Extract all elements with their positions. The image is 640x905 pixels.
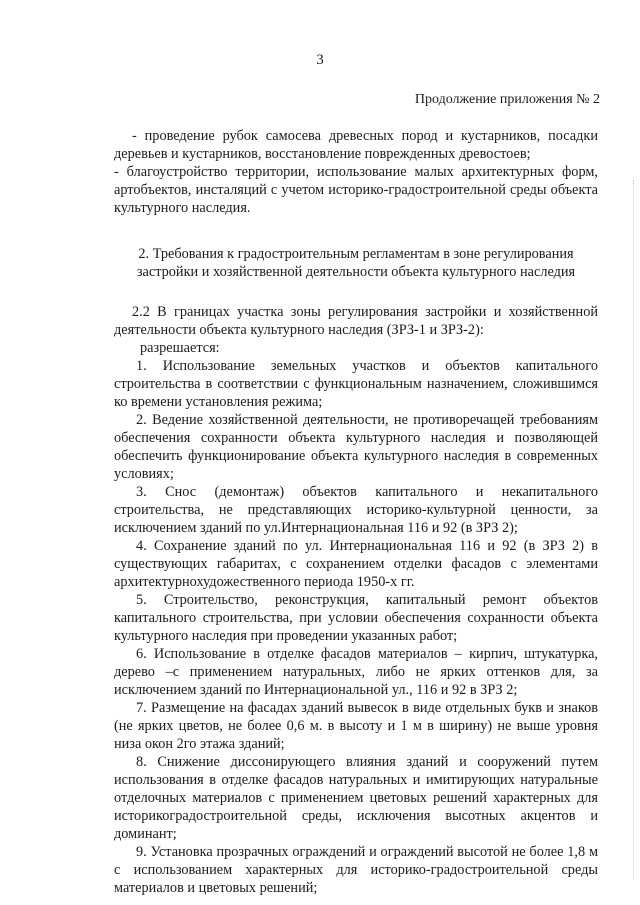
list-item: 8. Снижение диссонирующего влияния зданий и сооружений путем использования в отделке фасадов натуральных и имитирующих натуральные отделочных материалов с применением цветовых решений характерных для историкоградостроительной среды, исключения высотных акцентов и доминант; — [114, 754, 598, 842]
subsection-paragraph: 2.2 В границах участка зоны регулирования застройки и хозяйственной деятельности объекта культурного наследия (ЗРЗ-1 и ЗРЗ-2): — [114, 304, 598, 338]
document-body — [114, 127, 598, 897]
scan-edge-line — [632, 180, 634, 880]
bullet-paragraph: - благоустройство территории, использование малых архитектурных форм, артобъектов, инсталяций с учетом историко-градостроительной среды объекта культурного наследия. — [114, 164, 598, 216]
list-item: 1. Использование земельных участков и объектов капитального строительства в соответствии с функциональным назначением, сложившимся ко времени установления режима; — [114, 358, 598, 410]
section-heading: 2. Требования к градостроительным регламентам в зоне регулирования застройки и хозяйственной деятельности объекта культурного наследия — [136, 246, 576, 280]
permits-label: разрешается: — [140, 340, 220, 356]
list-item: 7. Размещение на фасадах зданий вывесок в виде отдельных букв и знаков (не ярких цветов, не более 0,6 м. в высоту и 1 м в ширину) не выше уровня низа окон 2го этажа зданий; — [114, 700, 598, 752]
list-item: 6. Использование в отделке фасадов материалов – кирпич, штукатурка, дерево –с применением натуральных, либо не ярких оттенков для, за исключением зданий по Интернациональной ул., 116 и 92 в ЗРЗ 2; — [114, 646, 598, 698]
appendix-continuation-note: Продолжение приложения № 2 — [414, 92, 600, 107]
list-item: 5. Строительство, реконструкция, капитальный ремонт объектов капитального строительства, при условии обеспечения сохранности объекта культурного наследия при проведении указанных работ; — [114, 592, 598, 644]
list-item: 9. Установка прозрачных ограждений и ограждений высотой не более 1,8 м с использованием характерных для историко-градостроительной среды материалов и цветовых решений; — [114, 844, 598, 896]
bullet-paragraph: - проведение рубок самосева древесных пород и кустарников, посадки деревьев и кустарников, восстановление поврежденных древостоев; — [114, 128, 598, 162]
list-item: 2. Ведение хозяйственной деятельности, не противоречащей требованиям обеспечения сохранности объекта культурного наследия и позволяющей обеспечить функционирование объекта культурного наследия в современных условиях; — [114, 412, 598, 482]
list-item: 3. Снос (демонтаж) объектов капитального и некапитального строительства, не представляющих историко-культурной ценности, за исключением зданий по ул.Интернациональная 116 и 92 (в ЗРЗ 2); — [114, 484, 598, 536]
page-number: 3 — [316, 52, 324, 68]
list-item: 4. Сохранение зданий по ул. Интернациональная 116 и 92 (в ЗРЗ 2) в существующих габаритах, с сохранением отделки фасадов с элементами архитектурнохудожественного периода 1950-х гг. — [114, 538, 598, 590]
